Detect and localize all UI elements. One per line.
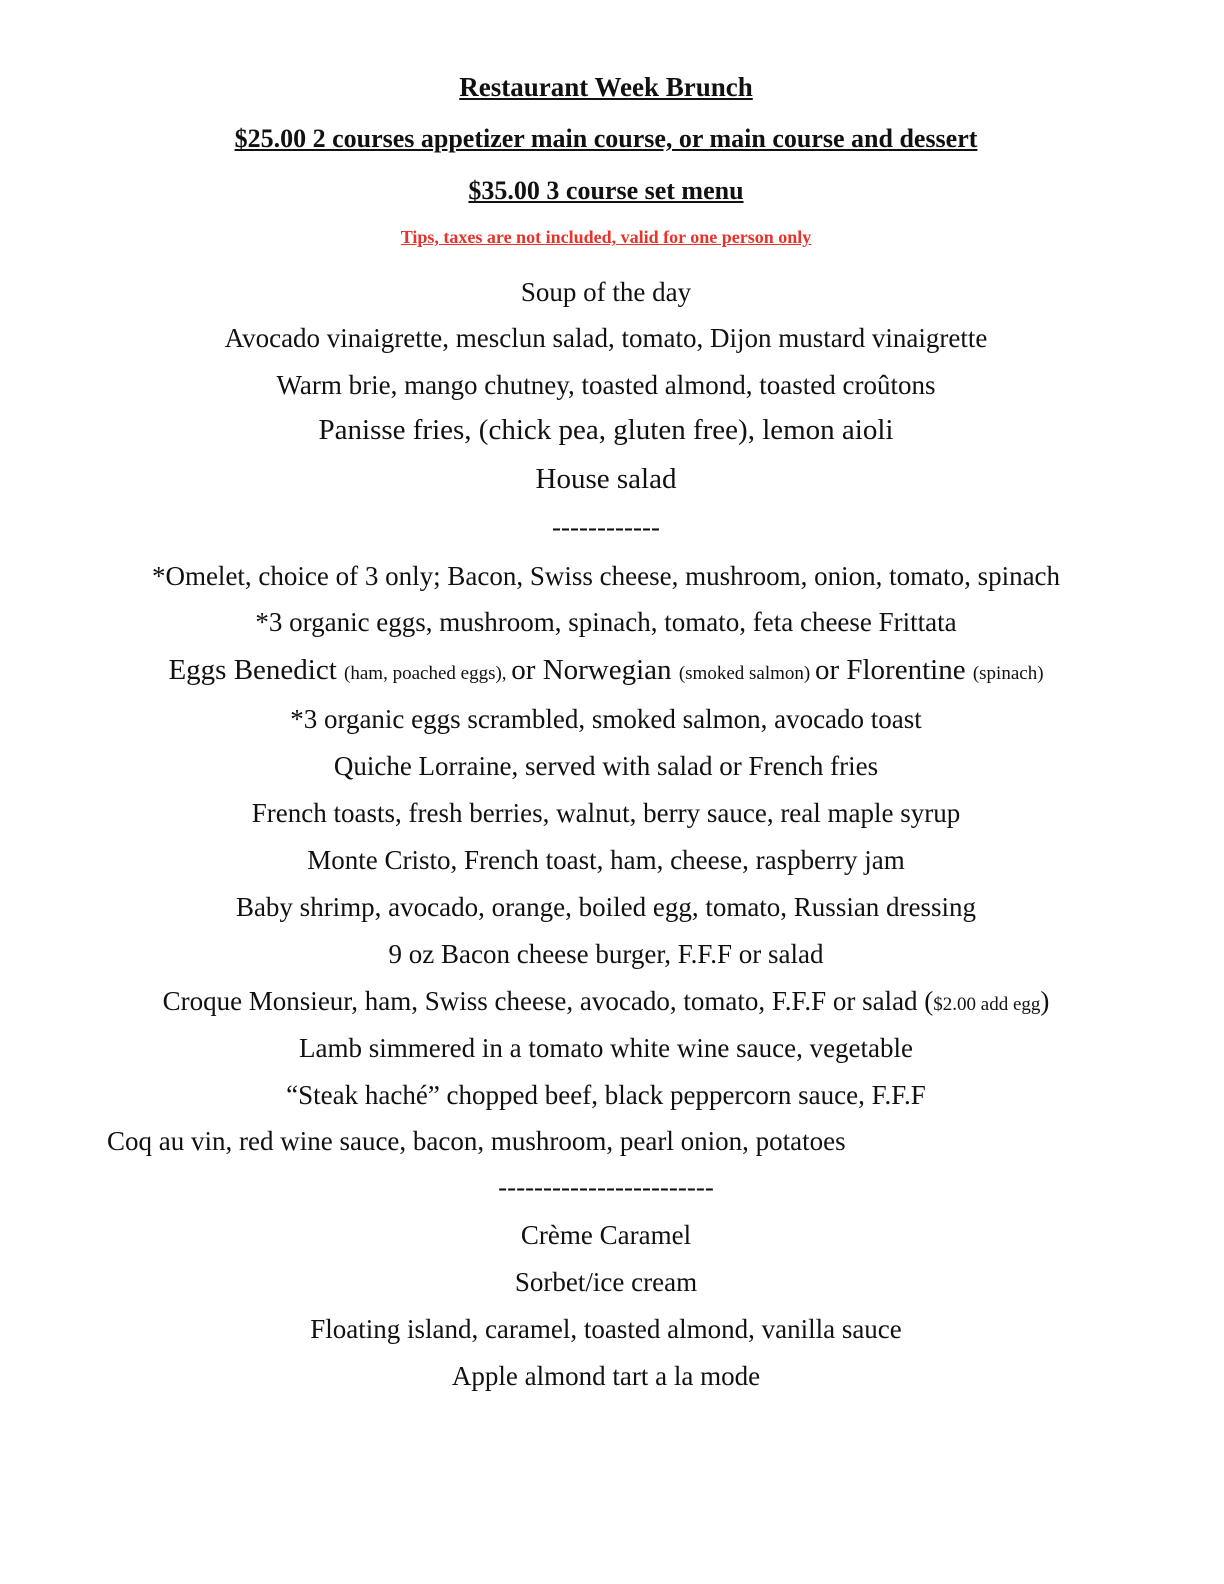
dessert-item: Floating island, caramel, toasted almond, vanilla sauce [310, 1314, 902, 1344]
appetizer-item: House salad [535, 463, 677, 495]
main-item-monte-cristo: Monte Cristo, French toast, ham, cheese, raspberry jam [307, 845, 905, 875]
appetizer-item: Soup of the day [520, 277, 692, 307]
croque-description: Croque Monsieur, ham, Swiss cheese, avocado, tomato, F.F.F or salad ( [162, 986, 934, 1016]
two-course-price: $25.00 2 courses appetizer main course, or main course and dessert [234, 124, 978, 153]
eggs-norwegian: or Norwegian [511, 654, 679, 686]
eggs-florentine: or Florentine [814, 654, 973, 686]
main-item-lamb: Lamb simmered in a tomato white wine sauce, vegetable [298, 1033, 914, 1063]
main-item-burger: 9 oz Bacon cheese burger, F.F.F or salad [388, 939, 824, 969]
main-item-shrimp: Baby shrimp, avocado, orange, boiled egg, tomato, Russian dressing [235, 892, 977, 922]
main-item-croque [0, 988, 1212, 1015]
main-item-eggs [0, 656, 1212, 685]
main-item-frittata: *3 organic eggs, mushroom, spinach, tomato, feta cheese Frittata [255, 607, 957, 637]
main-item-quiche: Quiche Lorraine, served with salad or French fries [333, 751, 879, 781]
appetizer-item: Avocado vinaigrette, mesclun salad, tomato, Dijon mustard vinaigrette [224, 323, 988, 353]
section-separator: ------------------------ [498, 1172, 714, 1202]
section-separator: ------------ [552, 512, 660, 542]
main-item-coq-au-vin: Coq au vin, red wine sauce, bacon, mushroom, pearl onion, potatoes [107, 1126, 846, 1156]
main-item-french-toast: French toasts, fresh berries, walnut, berry sauce, real maple syrup [251, 798, 961, 828]
dessert-item: Crème Caramel [520, 1220, 692, 1250]
eggs-benedict-note: (ham, poached eggs), [344, 663, 512, 684]
appetizer-item: Warm brie, mango chutney, toasted almond, toasted croûtons [276, 370, 936, 400]
eggs-benedict: Eggs Benedict [168, 654, 345, 686]
dessert-item: Sorbet/ice cream [514, 1267, 698, 1297]
croque-egg-note: $2.00 add egg [933, 994, 1041, 1015]
main-item-steak: “Steak haché” chopped beef, black peppercorn sauce, F.F.F [286, 1080, 926, 1110]
dessert-item: Apple almond tart a la mode [451, 1361, 761, 1391]
main-item-scrambled: *3 organic eggs scrambled, smoked salmon, avocado toast [290, 704, 922, 734]
croque-close: ) [1040, 986, 1050, 1016]
three-course-price: $35.00 3 course set menu [468, 176, 744, 205]
appetizer-item: Panisse fries, (chick pea, gluten free), lemon aioli [318, 414, 894, 446]
eggs-florentine-note: (spinach) [972, 663, 1044, 684]
main-item-omelet: *Omelet, choice of 3 only; Bacon, Swiss cheese, mushroom, onion, tomato, spinach [151, 561, 1061, 591]
menu-title: Restaurant Week Brunch [459, 72, 753, 102]
tips-taxes-note: Tips, taxes are not included, valid for one person only [400, 227, 812, 247]
eggs-norwegian-note: (smoked salmon) [678, 663, 815, 684]
